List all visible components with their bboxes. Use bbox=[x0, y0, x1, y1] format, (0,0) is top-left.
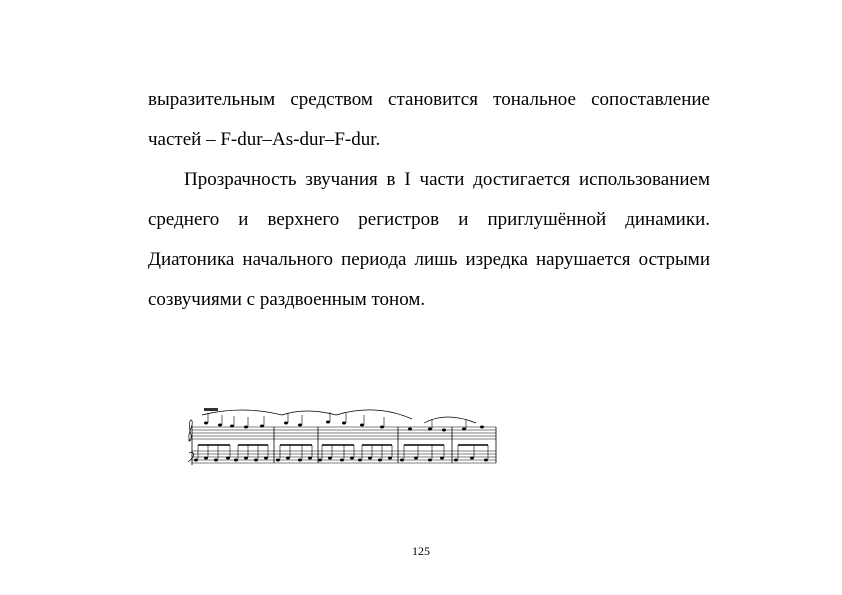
body-text bbox=[148, 80, 710, 320]
clefs bbox=[188, 420, 194, 462]
paragraph-continuation: выразительным средством становится тональное сопоставление частей – F-dur–As-dur–F-dur. bbox=[148, 89, 710, 150]
slurs bbox=[202, 410, 476, 423]
tempo-mark bbox=[204, 408, 218, 411]
paragraph-transparency: Прозрачность звучания в I части достигается использованием среднего и верхнего регистров и приглушённой динамики. Диатоника начального периода лишь изредка нарушается острыми созвучиями с раздвоенным тоном. bbox=[148, 169, 710, 310]
page-number: 125 bbox=[412, 544, 430, 558]
music-notation-figure bbox=[186, 405, 498, 475]
